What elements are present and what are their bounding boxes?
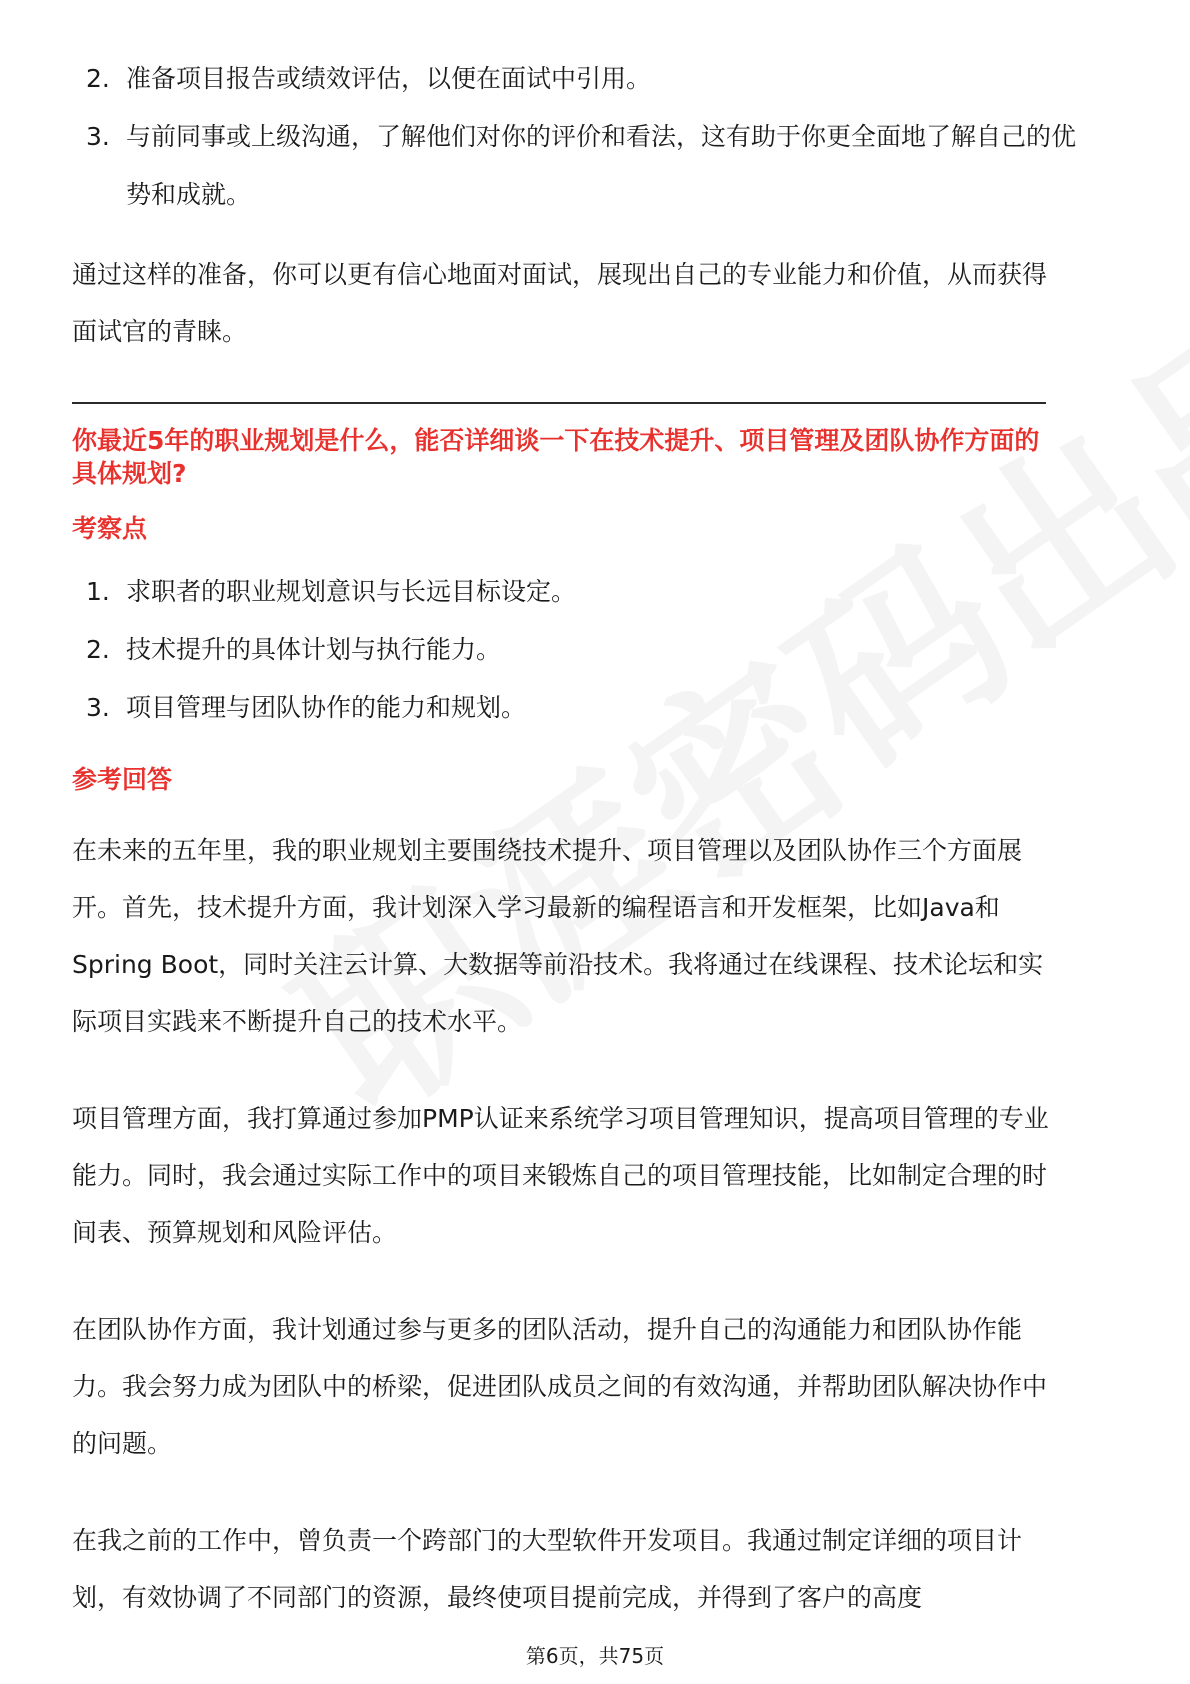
list-number: 3. bbox=[86, 122, 110, 151]
page-footer: 第6页，共75页 bbox=[525, 1644, 665, 1668]
assessment-title: 考察点 bbox=[72, 514, 148, 543]
answer-paragraph: 在未来的五年里，我的职业规划主要围绕技术提升、项目管理以及团队协作三个方面展开。首先，技术提升方面，我计划深入学习最新的编程语言和开发框架，比如Java和Spring Boot，同时关注云计算、大数据等前沿技术。我将通过在线课程、技术论坛和实际项目实践来不断提升自己的技术水平。 bbox=[72, 836, 1044, 1036]
list-item bbox=[72, 108, 1086, 224]
answer-paragraph: 在我之前的工作中，曾负责一个跨部门的大型软件开发项目。我通过制定详细的项目计划，有效协调了不同部门的资源，最终使项目提前完成，并得到了客户的高度 bbox=[72, 1526, 1023, 1612]
list-item bbox=[72, 563, 1122, 621]
page-content bbox=[72, 50, 1122, 1626]
question-heading: 你最近5年的职业规划是什么，能否详细谈一下在技术提升、项目管理及团队协作方面的具体规划? bbox=[72, 426, 1040, 488]
list-item-text: 与前同事或上级沟通，了解他们对你的评价和看法，这有助于你更全面地了解自己的优势和成就。 bbox=[126, 122, 1077, 209]
list-number: 2. bbox=[86, 635, 110, 664]
list-item-text: 项目管理与团队协作的能力和规划。 bbox=[126, 693, 527, 722]
answer-title: 参考回答 bbox=[72, 765, 173, 794]
list-number: 3. bbox=[86, 693, 110, 722]
list-item bbox=[72, 621, 1122, 679]
list-item-text: 技术提升的具体计划与执行能力。 bbox=[126, 635, 502, 664]
list-item-text: 准备项目报告或绩效评估，以便在面试中引用。 bbox=[126, 64, 652, 93]
list-number: 2. bbox=[86, 64, 110, 93]
list-item bbox=[72, 679, 1122, 737]
list-item bbox=[72, 50, 1122, 108]
answer-paragraph: 在团队协作方面，我计划通过参与更多的团队活动，提升自己的沟通能力和团队协作能力。我会努力成为团队中的桥梁，促进团队成员之间的有效沟通，并帮助团队解决协作中的问题。 bbox=[72, 1315, 1048, 1458]
list-item-text: 求职者的职业规划意识与长远目标设定。 bbox=[126, 577, 577, 606]
assessment-points bbox=[72, 563, 1122, 737]
intro-conclusion: 通过这样的准备，你可以更有信心地面对面试，展现出自己的专业能力和价值，从而获得面试官的青睐。 bbox=[72, 260, 1048, 346]
answer-paragraph: 项目管理方面，我打算通过参加PMP认证来系统学习项目管理知识，提高项目管理的专业能力。同时，我会通过实际工作中的项目来锻炼自己的项目管理技能，比如制定合理的时间表、预算规划和风险评估。 bbox=[72, 1104, 1049, 1247]
intro-list bbox=[72, 50, 1122, 224]
list-number: 1. bbox=[86, 577, 110, 606]
section-divider bbox=[72, 402, 1046, 404]
